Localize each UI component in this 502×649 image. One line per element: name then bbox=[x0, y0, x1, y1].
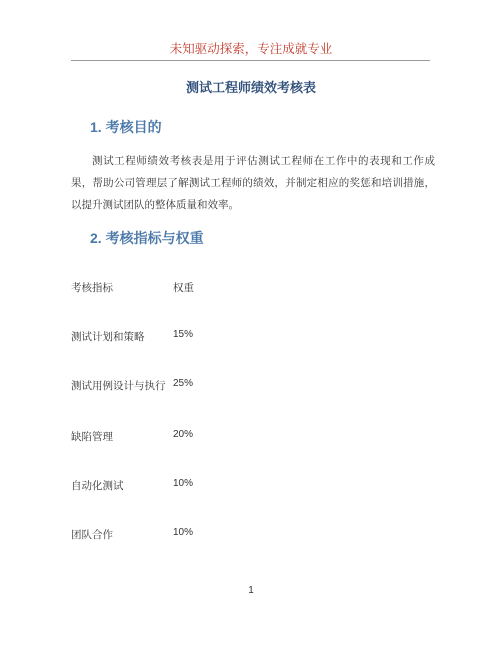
page-header: 未知驱动探索，专注成就专业 bbox=[169, 41, 333, 56]
page-number: 1 bbox=[248, 585, 254, 596]
section-heading-indicators: 2. 考核指标与权重 bbox=[90, 230, 204, 246]
table-cell-indicator: 缺陷管理 bbox=[71, 431, 113, 443]
table-cell-indicator: 团队合作 bbox=[71, 529, 113, 541]
section-paragraph-purpose: 测试工程师绩效考核表是用于评估测试工程师在工作中的表现和工作成果，帮助公司管理层了解测试工程师的绩效，并制定相应的奖惩和培训措施，以提升测试团队的整体质量和效率。 bbox=[71, 155, 435, 211]
section-heading-purpose: 1. 考核目的 bbox=[90, 119, 162, 135]
table-cell-weight: 10% bbox=[173, 478, 194, 489]
table-header-indicator: 考核指标 bbox=[71, 282, 113, 294]
header-divider bbox=[71, 60, 430, 61]
table-cell-weight: 20% bbox=[173, 429, 194, 440]
table-cell-weight: 15% bbox=[173, 329, 194, 340]
table-cell-weight: 10% bbox=[173, 527, 194, 538]
table-cell-indicator: 测试计划和策略 bbox=[71, 331, 145, 343]
table-header-weight: 权重 bbox=[173, 282, 194, 294]
table-cell-indicator: 测试用例设计与执行 bbox=[71, 380, 166, 392]
document-title: 测试工程师绩效考核表 bbox=[185, 81, 316, 96]
table-cell-indicator: 自动化测试 bbox=[71, 480, 124, 492]
table-cell-weight: 25% bbox=[173, 378, 194, 389]
